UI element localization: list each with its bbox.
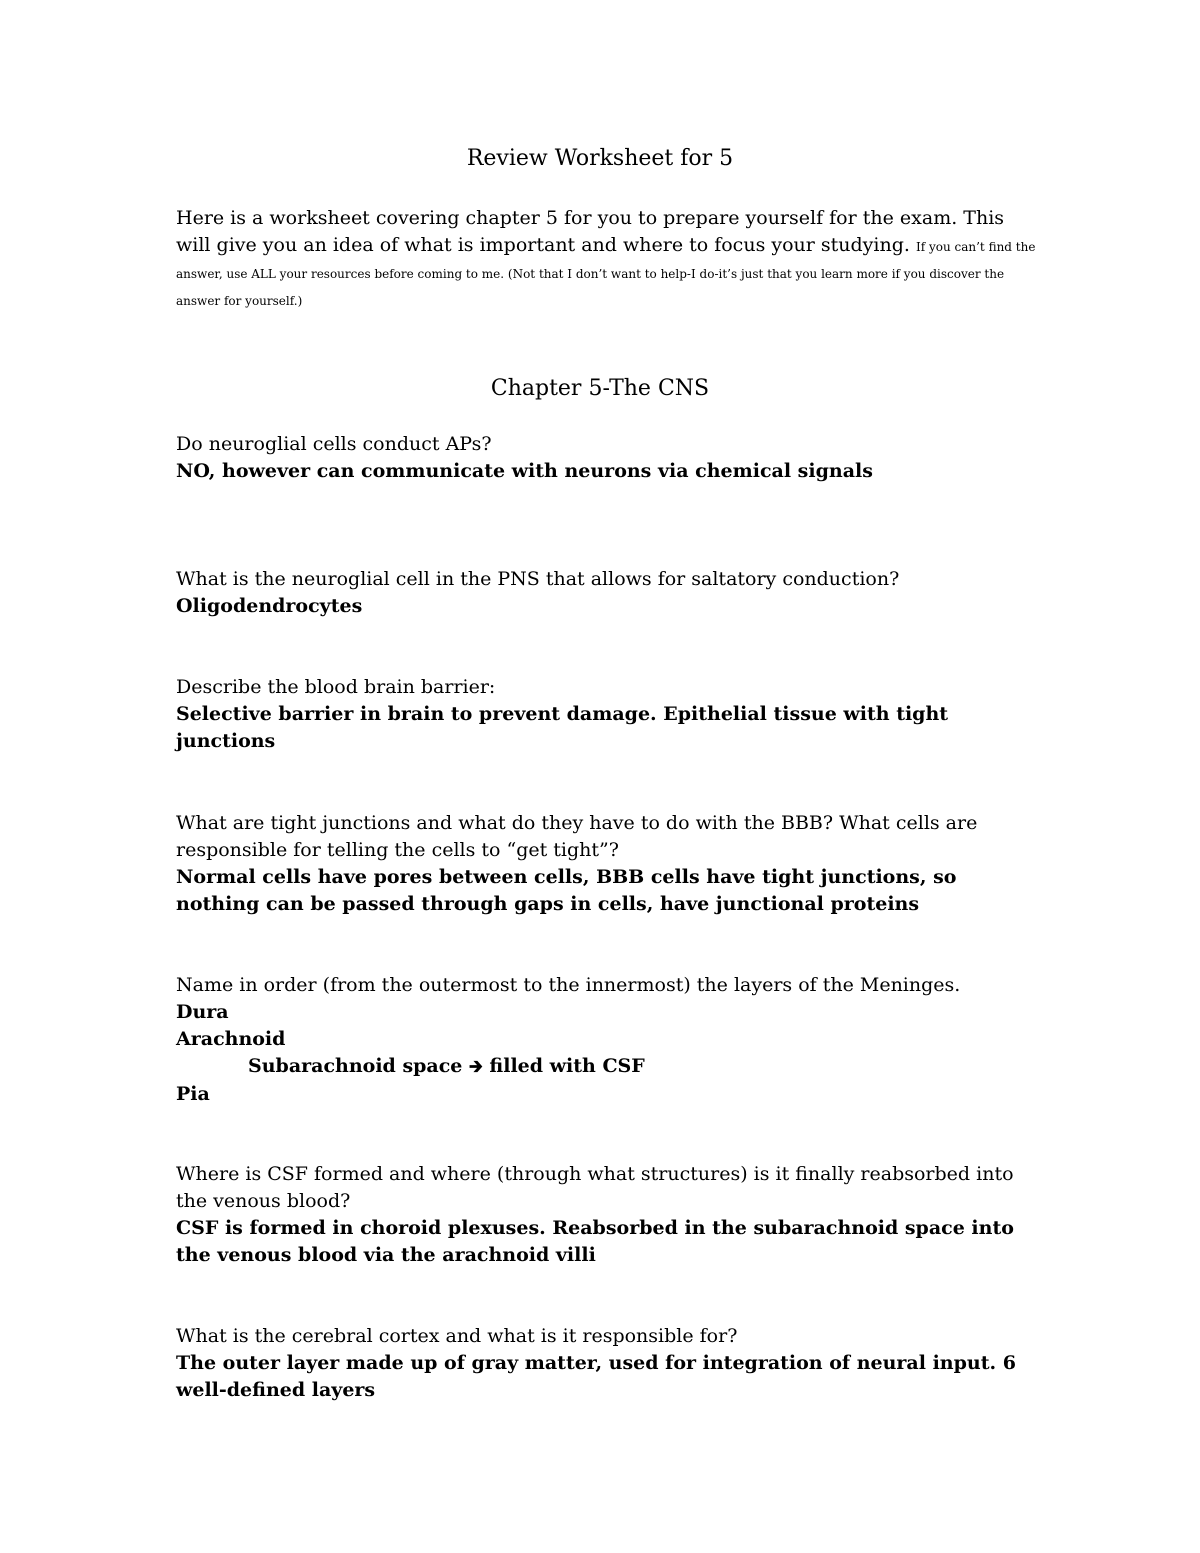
- intro-paragraph: [176, 205, 1036, 313]
- question-block: [176, 1161, 1036, 1269]
- intro-main-text: Here is a worksheet covering chapter 5 for you to prepare yourself for the exam. This will give you an idea of what is important and where to focus your studying.: [176, 207, 1005, 256]
- right-arrow-icon: 🡲: [469, 1057, 483, 1077]
- subarachnoid-space-line: [176, 1053, 1036, 1081]
- meninges-layer-arachnoid: Arachnoid: [176, 1028, 286, 1050]
- question-block: [176, 972, 1036, 1108]
- question-block: [176, 810, 1036, 918]
- worksheet-title: Review Worksheet for 5: [466, 146, 734, 171]
- question-text: What are tight junctions and what do they have to do with the BBB? What cells are responsible for telling the cells to “get tight”?: [176, 812, 978, 861]
- question-text: Where is CSF formed and where (through what structures) is it finally reabsorbed into the venous blood?: [176, 1163, 1014, 1212]
- meninges-layer-pia: Pia: [176, 1083, 210, 1105]
- question-text: What is the neuroglial cell in the PNS that allows for saltatory conduction?: [176, 568, 900, 590]
- answer-text: NO, however can communicate with neurons via chemical signals: [176, 460, 873, 482]
- question-text: Name in order (from the outermost to the innermost) the layers of the Meninges.: [176, 974, 961, 996]
- answer-text: Oligodendrocytes: [176, 595, 363, 617]
- answer-text: The outer layer made up of gray matter, used for integration of neural input. 6 well-defined layers: [176, 1352, 1016, 1401]
- question-text: What is the cerebral cortex and what is it responsible for?: [176, 1325, 738, 1347]
- question-block: [176, 1323, 1036, 1404]
- question-block: [176, 674, 1036, 755]
- answer-text: Normal cells have pores between cells, BBB cells have tight junctions, so nothing can be passed through gaps in cells, have junctional proteins: [176, 866, 957, 915]
- subarachnoid-note: filled with CSF: [489, 1055, 645, 1077]
- question-block: [176, 431, 1036, 485]
- question-text: Do neuroglial cells conduct APs?: [176, 433, 492, 455]
- intro-note-text: If you can’t find the answer, use ALL your resources before coming to me. (Not that I don’t want to help-I do-it’s just that you learn more if you discover the answer for yourself.): [176, 240, 1036, 308]
- question-text: Describe the blood brain barrier:: [176, 676, 496, 698]
- subarachnoid-label: Subarachnoid space: [248, 1055, 463, 1077]
- chapter-heading: Chapter 5-The CNS: [490, 376, 710, 401]
- question-block: [176, 566, 1036, 620]
- answer-text: CSF is formed in choroid plexuses. Reabsorbed in the subarachnoid space into the venous blood via the arachnoid villi: [176, 1217, 1014, 1266]
- answer-text: Selective barrier in brain to prevent damage. Epithelial tissue with tight junctions: [176, 703, 949, 752]
- meninges-layer-dura: Dura: [176, 1001, 229, 1023]
